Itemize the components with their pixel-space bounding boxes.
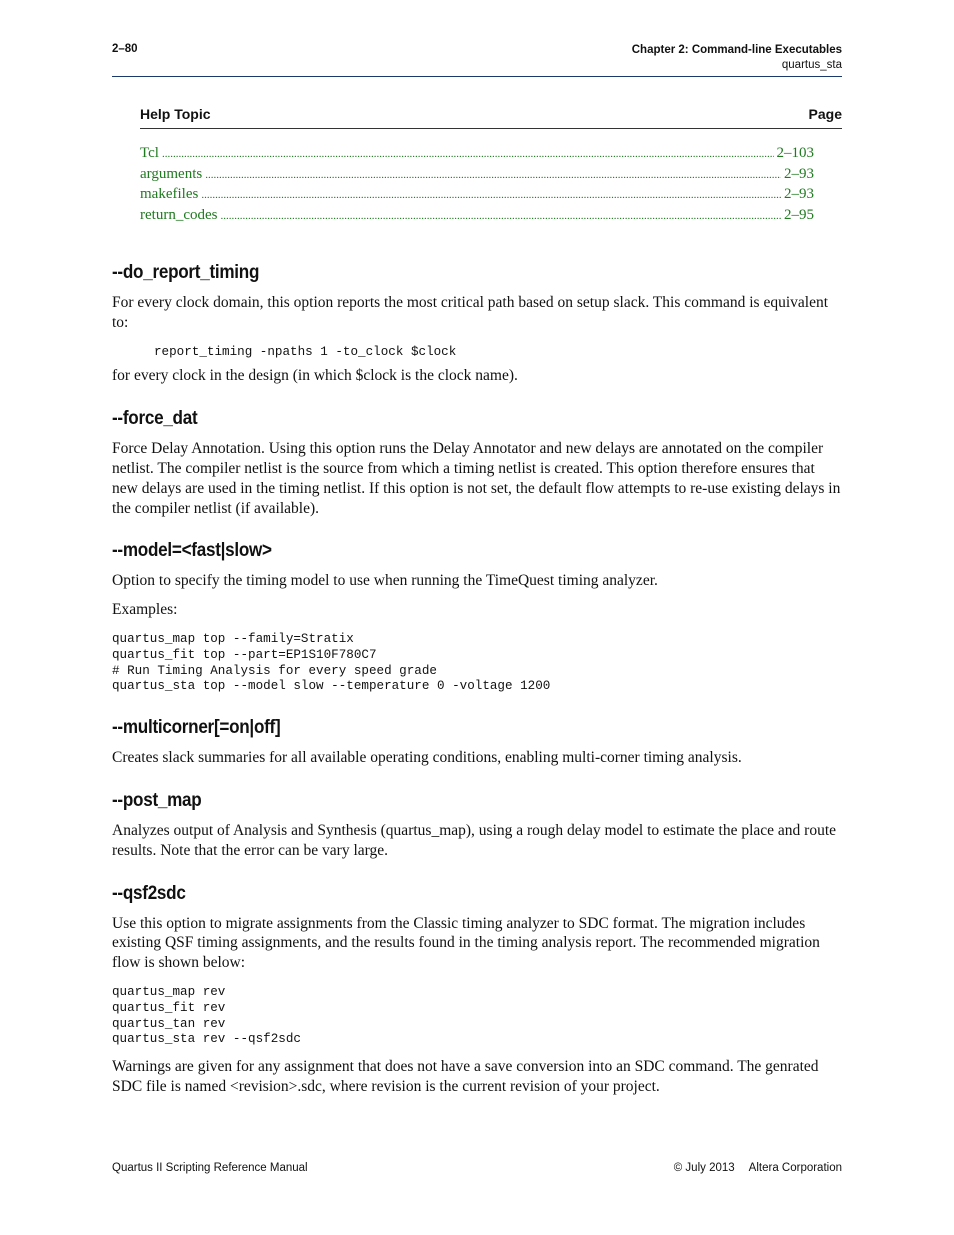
section-do-report-timing (112, 262, 842, 386)
section-title: quartus_sta (781, 59, 842, 71)
toc-page[interactable]: 2–95 (784, 207, 814, 224)
toc-row[interactable] (140, 144, 814, 165)
section-heading: --qsf2sdc (112, 882, 186, 904)
toc-col-topic: Help Topic (140, 106, 211, 122)
footer-manual-title: Quartus II Scripting Reference Manual (112, 1162, 308, 1174)
toc-row[interactable] (140, 165, 814, 186)
toc-page[interactable]: 2–103 (776, 145, 814, 161)
code-example: report_timing -npaths 1 -to_clock $clock (154, 344, 457, 359)
section-heading: --do_report_timing (112, 262, 260, 283)
toc-rule (140, 128, 842, 129)
leader-dots (201, 185, 781, 206)
toc-row[interactable] (140, 185, 814, 206)
running-header (632, 43, 842, 73)
main-content (112, 262, 842, 1119)
footer-right (674, 1162, 842, 1174)
section-multicorner (112, 717, 842, 768)
toc-link[interactable]: arguments (140, 165, 203, 182)
toc-col-page: Page (808, 106, 842, 122)
paragraph: Analyzes output of Analysis and Synthesis (quartus_map), using a rough delay model to estimate the place and route results. Note that the error can be vary large. (112, 821, 837, 859)
footer-date: © July 2013 (673, 1162, 735, 1174)
section-heading: --multicorner[=on|off] (112, 717, 281, 739)
chapter-title: Chapter 2: Command-line Executables (631, 44, 842, 56)
paragraph: Warnings are given for any assignment that does not have a save conversion into an SDC command. The genrated SDC file is named <revision>.sdc, where revision is the current revision of your project. (112, 1058, 819, 1095)
paragraph: Force Delay Annotation. Using this option runs the Delay Annotator and new delays are annotated on the compiler netlist. The compiler netlist is the source from which a timing netlist is created. This option therefore ensures that new delays are used in the timing netlist. If this option is not set, the default flow attempts to re-use existing delays in the compiler netlist (if available). (112, 440, 841, 517)
help-topic-table (140, 106, 842, 227)
section-qsf2sdc (112, 883, 842, 1097)
section-model (112, 540, 842, 695)
section-post-map (112, 790, 842, 861)
paragraph: Use this option to migrate assignments from the Classic timing analyzer to SDC format. The migration includes existing QSF timing assignments, and the results found in the timing analysis report. The recommended migration flow is shown below: (112, 914, 820, 972)
leader-dots (162, 144, 774, 165)
leader-dots (220, 206, 781, 227)
section-heading: --force_dat (112, 408, 198, 430)
page-number: 2–80 (112, 43, 138, 55)
footer-company: Altera Corporation (748, 1162, 842, 1174)
code-example: quartus_map top --family=Stratix quartus_fit top --part=EP1S10F780C7 # Run Timing Analysis for every speed grade quartus_sta top --model slow --temperature 0 -voltage 1200 (112, 631, 551, 694)
section-force-dat (112, 408, 842, 518)
paragraph: for every clock in the design (in which $clock is the clock name). (112, 367, 518, 385)
toc-page[interactable]: 2–93 (784, 186, 814, 203)
section-heading: --model=<fast|slow> (112, 540, 272, 562)
section-heading: --post_map (112, 789, 202, 811)
header-rule (112, 76, 842, 77)
toc-header (140, 106, 842, 126)
toc-link[interactable]: return_codes (140, 207, 218, 224)
leader-dots (205, 165, 781, 186)
paragraph: Creates slack summaries for all available operating conditions, enabling multi-corner timing analysis. (112, 749, 742, 767)
code-example: quartus_map rev quartus_fit rev quartus_tan rev quartus_sta rev --qsf2sdc (112, 984, 301, 1047)
toc-link[interactable]: Tcl (140, 145, 159, 161)
toc-link[interactable]: makefiles (140, 186, 199, 203)
paragraph: For every clock domain, this option reports the most critical path based on setup slack. This command is equivalent to: (112, 294, 829, 331)
toc-row[interactable] (140, 206, 814, 227)
paragraph: Examples: (112, 601, 178, 619)
paragraph: Option to specify the timing model to use when running the TimeQuest timing analyzer. (112, 572, 658, 590)
toc-page[interactable]: 2–93 (784, 165, 814, 182)
